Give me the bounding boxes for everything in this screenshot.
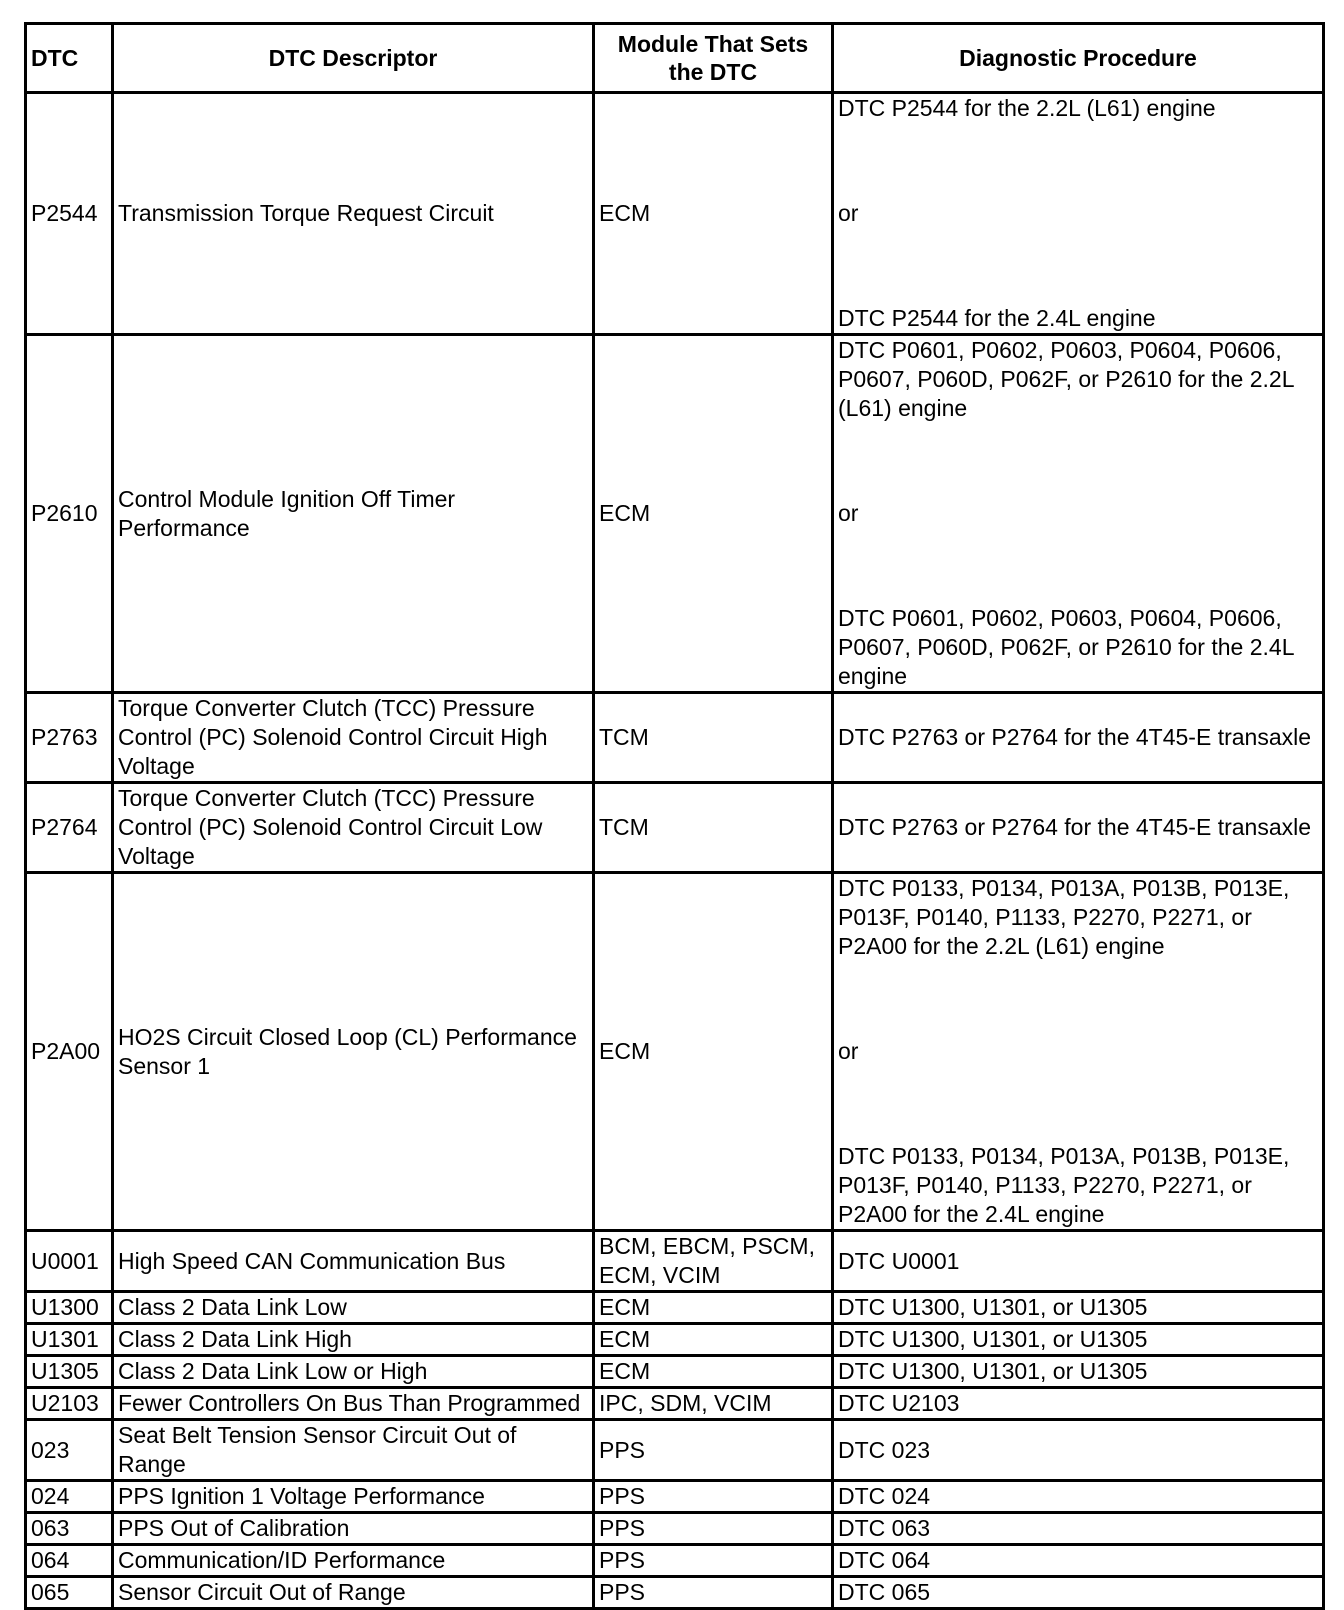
procedure-link-text: DTC P2763 or P2764 for the 4T45-E transaxle: [838, 814, 1312, 840]
table-row: [26, 1324, 1324, 1356]
procedure-spacer: [838, 461, 1318, 499]
header-procedure: Diagnostic Procedure: [833, 24, 1324, 93]
table-row: [26, 1356, 1324, 1388]
procedure-spacer: [838, 961, 1318, 999]
module-cell: ECM: [594, 873, 833, 1231]
procedure-link-text: DTC 024: [838, 1483, 931, 1509]
procedure-link-text: DTC P0133, P0134, P013A, P013B, P013E, P013F, P0140, P1133, P2270, P2271, or P2A00 for the 2.2L (L61) engine: [838, 875, 1290, 959]
dtc-descriptor-cell: Torque Converter Clutch (TCC) Pressure Control (PC) Solenoid Control Circuit High Voltage: [113, 693, 594, 783]
procedure-link-text: DTC U2103: [838, 1390, 960, 1416]
procedure-spacer: [838, 266, 1318, 304]
dtc-descriptor-cell: Communication/ID Performance: [113, 1545, 594, 1577]
diagnostic-procedure-cell: [833, 1231, 1324, 1292]
dtc-descriptor-cell: HO2S Circuit Closed Loop (CL) Performance Sensor 1: [113, 873, 594, 1231]
dtc-descriptor-cell: PPS Ignition 1 Voltage Performance: [113, 1481, 594, 1513]
table-row: [26, 873, 1324, 1231]
table-row: [26, 1577, 1324, 1609]
procedure-link-text: DTC U0001: [838, 1247, 960, 1274]
diagnostic-procedure-cell: [833, 783, 1324, 873]
module-cell: PPS: [594, 1545, 833, 1577]
table-row: [26, 1513, 1324, 1545]
procedure-link-text: DTC P0601, P0602, P0603, P0604, P0606, P0607, P060D, P062F, or P2610 for the 2.2L (L61) engine: [838, 337, 1294, 421]
dtc-descriptor-cell: Class 2 Data Link High: [113, 1324, 594, 1356]
header-module: Module That Sets the DTC: [594, 24, 833, 93]
module-cell: PPS: [594, 1481, 833, 1513]
procedure-or-text: or: [838, 500, 859, 526]
procedure-link-text: DTC 063: [838, 1515, 931, 1541]
header-descriptor: DTC Descriptor: [113, 24, 594, 93]
module-cell: ECM: [594, 1356, 833, 1388]
module-cell: PPS: [594, 1420, 833, 1481]
table-row: [26, 783, 1324, 873]
procedure-spacer: [838, 1104, 1318, 1142]
dtc-descriptor-cell: Fewer Controllers On Bus Than Programmed: [113, 1388, 594, 1420]
procedure-link-text: DTC U1300, U1301, or U1305: [838, 1294, 1148, 1320]
table-row: [26, 1545, 1324, 1577]
dtc-code-cell: P2610: [26, 335, 113, 693]
diagnostic-procedure-cell: [833, 873, 1324, 1231]
dtc-descriptor-cell: High Speed CAN Communication Bus: [113, 1231, 594, 1292]
procedure-link-text: DTC P0601, P0602, P0603, P0604, P0606, P0607, P060D, P062F, or P2610 for the 2.4L engine: [838, 605, 1294, 689]
dtc-descriptor-cell: Seat Belt Tension Sensor Circuit Out of Range: [113, 1420, 594, 1481]
procedure-link-text: DTC 064: [838, 1547, 931, 1573]
procedure-link-text: DTC P2544 for the 2.4L engine: [838, 305, 1156, 331]
procedure-spacer: [838, 123, 1318, 161]
table-row: [26, 1388, 1324, 1420]
diagnostic-procedure-cell: [833, 1545, 1324, 1577]
procedure-link-text: DTC P0133, P0134, P013A, P013B, P013E, P013F, P0140, P1133, P2270, P2271, or P2A00 for the 2.4L engine: [838, 1143, 1290, 1227]
dtc-descriptor-cell: Class 2 Data Link Low: [113, 1292, 594, 1324]
dtc-code-cell: U0001: [26, 1231, 113, 1292]
dtc-code-cell: U1300: [26, 1292, 113, 1324]
module-cell: BCM, EBCM, PSCM, ECM, VCIM: [594, 1231, 833, 1292]
dtc-code-cell: 024: [26, 1481, 113, 1513]
module-cell: ECM: [594, 335, 833, 693]
dtc-descriptor-cell: Control Module Ignition Off Timer Performance: [113, 335, 594, 693]
procedure-spacer: [838, 566, 1318, 604]
table-header-row: [26, 24, 1324, 93]
dtc-code-cell: U1305: [26, 1356, 113, 1388]
table-row: [26, 693, 1324, 783]
dtc-code-cell: P2763: [26, 693, 113, 783]
diagnostic-procedure-cell: [833, 1324, 1324, 1356]
diagnostic-procedure-cell: [833, 1420, 1324, 1481]
procedure-link-text: DTC U1300, U1301, or U1305: [838, 1358, 1148, 1384]
procedure-spacer: [838, 999, 1318, 1037]
dtc-code-cell: 065: [26, 1577, 113, 1609]
dtc-descriptor-cell: PPS Out of Calibration: [113, 1513, 594, 1545]
module-cell: IPC, SDM, VCIM: [594, 1388, 833, 1420]
diagnostic-procedure-cell: [833, 693, 1324, 783]
dtc-code-cell: 023: [26, 1420, 113, 1481]
table-row: [26, 1481, 1324, 1513]
dtc-descriptor-cell: Class 2 Data Link Low or High: [113, 1356, 594, 1388]
procedure-link-text: DTC 023: [838, 1436, 931, 1463]
procedure-or-text: or: [838, 200, 859, 226]
table-row: [26, 1420, 1324, 1481]
diagnostic-procedure-cell: [833, 1513, 1324, 1545]
diagnostic-procedure-cell: [833, 1292, 1324, 1324]
module-cell: PPS: [594, 1513, 833, 1545]
dtc-code-cell: 064: [26, 1545, 113, 1577]
table-row: [26, 1231, 1324, 1292]
table-row: [26, 335, 1324, 693]
dtc-code-cell: P2764: [26, 783, 113, 873]
diagnostic-procedure-cell: [833, 335, 1324, 693]
dtc-code-cell: 063: [26, 1513, 113, 1545]
module-cell: PPS: [594, 1577, 833, 1609]
dtc-descriptor-cell: Sensor Circuit Out of Range: [113, 1577, 594, 1609]
table-row: [26, 1292, 1324, 1324]
module-cell: ECM: [594, 93, 833, 335]
diagnostic-procedure-cell: [833, 93, 1324, 335]
diagnostic-procedure-cell: [833, 1481, 1324, 1513]
dtc-code-cell: U1301: [26, 1324, 113, 1356]
dtc-code-cell: U2103: [26, 1388, 113, 1420]
module-cell: ECM: [594, 1324, 833, 1356]
table-row: [26, 93, 1324, 335]
dtc-code-cell: P2A00: [26, 873, 113, 1231]
module-cell: ECM: [594, 1292, 833, 1324]
dtc-descriptor-cell: Torque Converter Clutch (TCC) Pressure Control (PC) Solenoid Control Circuit Low Voltage: [113, 783, 594, 873]
diagnostic-procedure-cell: [833, 1388, 1324, 1420]
table-body: [26, 93, 1324, 1609]
procedure-link-text: DTC 065: [838, 1579, 931, 1605]
procedure-spacer: [838, 1066, 1318, 1104]
module-cell: TCM: [594, 693, 833, 783]
procedure-link-text: DTC P2544 for the 2.2L (L61) engine: [838, 95, 1216, 121]
diagnostic-procedure-cell: [833, 1577, 1324, 1609]
module-cell: TCM: [594, 783, 833, 873]
procedure-spacer: [838, 528, 1318, 566]
dtc-table: [24, 22, 1325, 1610]
procedure-spacer: [838, 228, 1318, 266]
procedure-spacer: [838, 161, 1318, 199]
dtc-descriptor-cell: Transmission Torque Request Circuit: [113, 93, 594, 335]
diagnostic-procedure-cell: [833, 1356, 1324, 1388]
procedure-or-text: or: [838, 1038, 859, 1064]
dtc-code-cell: P2544: [26, 93, 113, 335]
procedure-link-text: DTC U1300, U1301, or U1305: [838, 1326, 1148, 1352]
header-dtc: DTC: [26, 24, 113, 93]
procedure-spacer: [838, 423, 1318, 461]
procedure-link-text: DTC P2763 or P2764 for the 4T45-E transaxle: [838, 724, 1312, 750]
